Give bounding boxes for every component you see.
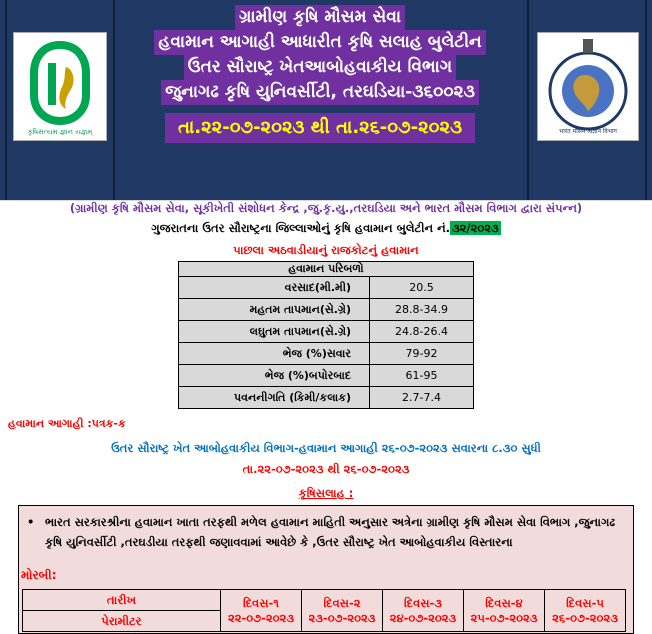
observation-header: હવામાન પરિબળો [179,262,474,277]
bulletin-number-line [0,219,652,237]
past-week-heading: પાછલા અઠવાડીયાનું રાજકોટનું હવામાન [233,243,419,257]
observation-table [178,261,474,409]
service-title: ગ્રામીણ કૃષિ મૌસમ સેવા [235,5,405,30]
parameter-label: પેરામીટર [23,611,221,632]
bulletin-date-range: તા.૨૨-૦૭-૨૦૨૩ થી તા.૨૬-૦૭-૨૦૨૩ [165,113,475,143]
day-cell: દિવસ-૪ ૨૫-૦૭-૨૦૨૩ [464,590,545,632]
advisory-title: કૃષિસલાહ : [298,486,354,500]
banner-divider [5,0,7,200]
table-row: મહતમ તાપમાન(સે.ગ્રે) 28.8-34.9 [179,299,474,321]
day-cell: દિવસ-૨ ૨૩-૦૭-૨૦૨૩ [302,590,383,632]
header-titles [115,5,525,105]
day-cell: દિવસ-૩ ૨૪-૦૭-૨૦૨૩ [383,590,464,632]
bulletin-title: હવામાન આગાહી આધારીત કૃષિ સલાહ બુલેટીન [154,30,485,55]
svg-text:भारत मौसम विज्ञान विभाग: भारत मौसम विज्ञान विभाग [559,128,617,135]
day-cell: દિવસ-૧ ૨૨-૦૭-૨૦૨૩ [221,590,302,632]
forecast-heading: ઉતર સૌરાષ્ટ્ર ખેત આબોહવાકીય વિભાગ-હવામાન આગાહી ૨૬-૦૭-૨૦૨૩ સવારના ૮.૩૦ સુધી [111,441,541,455]
bullet-icon: • [27,515,35,529]
forecast-label: હવામાન આગાહી :પત્રક-ક [8,417,126,430]
imd-logo [537,32,639,141]
advisory-bullet: • ભારત સરકારશ્રીના હવામાન ખાતા તરફથી મળેલ હવામાન માહિતી અનુસાર અત્રેના ગ્રામીણ કૃષિ મૌસમ સેવા વિભાગ ,જુનાગઢ કૃષિ યુનિવર્સીટી ,તરઘડીયા તરફથી જણાવવામાં આવેછે કે ,ઉતર સૌરાષ્ટ્ર ખેત આબોહવાકીય વિસ્તારના [45,512,625,552]
university-title: જુનાગઢ કૃષિ યુનિવર્સીટી, તરઘડિયા-૩૬૦૦૨૩ [161,80,479,105]
district-label: મોરબી: [21,568,57,582]
university-logo [13,32,107,141]
organization-line: (ગ્રામીણ કૃષિ મૌસમ સેવા, સૂકીખેતી સંશોધન કેન્દ્ર ,જુ.કૃ.યુ.,તરઘડિયા અને ભારત મૌસમ વિભાગ દ્વારા સંપન્ન) [69,201,583,215]
table-row: ભેજ (%)સવાર 79-92 [179,343,474,365]
banner-divider [527,0,529,200]
table-row: લઘુતમ તાપમાન(સે.ગ્રે) 24.8-26.4 [179,321,474,343]
header-banner [0,0,652,201]
division-title: ઉતર સૌરાષ્ટ્ર ખેતઆબોહવાકીય વિભાગ [184,55,456,80]
banner-divider [645,0,647,200]
svg-text:કૃષિસત્યમ જ્ઞાન યજ્ઞમ્: કૃષિસત્યમ જ્ઞાન યજ્ઞમ્ [27,128,93,136]
table-row: પવનનીગતિ (કિમી/કલાક) 2.7-7.4 [179,387,474,409]
forecast-dates: તા.૨૨-૦૭-૨૦૨૩ થી ૨૬-૦૭-૨૦૨૩ [242,462,410,476]
advisory-box [18,505,634,634]
date-label: તારીખ [23,590,221,611]
table-row: વરસાદ(મી.મી) 20.5 [179,277,474,299]
bulletin-prefix: ગુજરાતના ઉતર સૌરાષ્ટ્રના જિલ્લાઓનું કૃષિ હવામાન બુલેટીન નં. [151,221,451,235]
day-cell: દિવસ-૫ ૨૬-૦૭-૨૦૨૩ [545,590,626,632]
table-row: ભેજ (%)બપોરબાદ 61-95 [179,365,474,387]
bulletin-number: ૩૨/૨૦૨૩ [452,221,499,235]
forecast-day-table [22,589,626,632]
